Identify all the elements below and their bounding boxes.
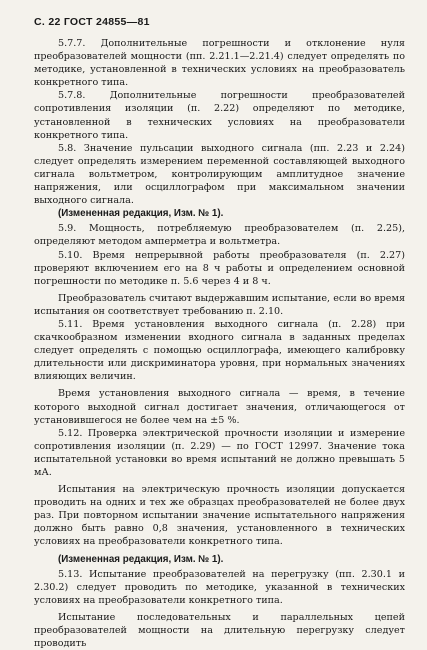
paragraph-5-13-continuation: Испытание последовательных и параллельных цепей преобразователей мощности на длительную перегрузку следует проводить: [34, 611, 405, 650]
amendment-note: (Измененная редакция, Изм. № 1).: [58, 553, 224, 565]
paragraph-5-11-definition: Время установления выходного сигнала — время, в течение которого выходной сигнал достигает значения, отличающегося от установившегося не более чем на ±5 %.: [34, 388, 405, 426]
paragraph-5-11: 5.11. Время установления выходного сигнала (п. 2.28) при скачкообразном изменении входного сигнала в заданных пределах следует определять с помощью осциллографа, имеющего калибровку длительности или дискриминатора уровня, при нормальных значениях влияющих величин.: [34, 318, 405, 383]
paragraph-5-10-note: Преобразователь считают выдержавшим испытание, если во время испытания он соответствует требованию п. 2.10.: [34, 292, 405, 317]
document-body: [34, 37, 405, 650]
paragraph-5-10: 5.10. Время непрерывной работы преобразователя (п. 2.27) проверяют включением его на 8 ч работы и определением основной погрешности по методике п. 5.6 через 4 и 8 ч.: [34, 249, 405, 287]
paragraph-5-9: 5.9. Мощность, потребляемую преобразователем (п. 2.25), определяют методом амперметра и вольтметра.: [34, 223, 405, 248]
paragraph-5-7-7: 5.7.7. Дополнительные погрешности и отклонение нуля преобразователей мощности (пп. 2.21.1—2.21.4) следует определять по методике, установленной в технических условиях на преобразователь конкретного типа.: [34, 38, 405, 89]
paragraph-5-12-note: Испытания на электрическую прочность изоляции допускается проводить на одних и тех же образцах преобразователей не более двух раз. При повторном испытании значение испытательного напряжения должно быть равно 0,8 значения, установленного в технических условиях на преобразователи конкретного типа.: [34, 484, 405, 548]
paragraph-5-7-8: 5.7.8. Дополнительные погрешности преобразователей сопротивления изоляции (п. 2.22) определяют по методике, установленной в технических условиях на преобразователи конкретного типа.: [34, 90, 405, 141]
paragraph-5-12: 5.12. Проверка электрической прочности изоляции и измерение сопротивления изоляции (п. 2.29) — по ГОСТ 12997. Значение тока испытательной установки во время испытаний не должно превышать 5 мА.: [34, 427, 405, 478]
page-header: С. 22 ГОСТ 24855—81: [34, 16, 150, 28]
paragraph-5-13: 5.13. Испытание преобразователей на перегрузку (пп. 2.30.1 и 2.30.2) следует проводить по методике, указанной в технических условиях на преобразователи конкретного типа.: [34, 568, 405, 606]
paragraph-5-8: 5.8. Значение пульсации выходного сигнала (пп. 2.23 и 2.24) следует определять измерением переменной составляющей выходного сигнала вольтметром, контролирующим амплитудное значение напряжения, или осциллографом при максимальном значении выходного сигнала.: [34, 142, 405, 207]
amendment-note: (Измененная редакция, Изм. № 1).: [58, 208, 224, 220]
